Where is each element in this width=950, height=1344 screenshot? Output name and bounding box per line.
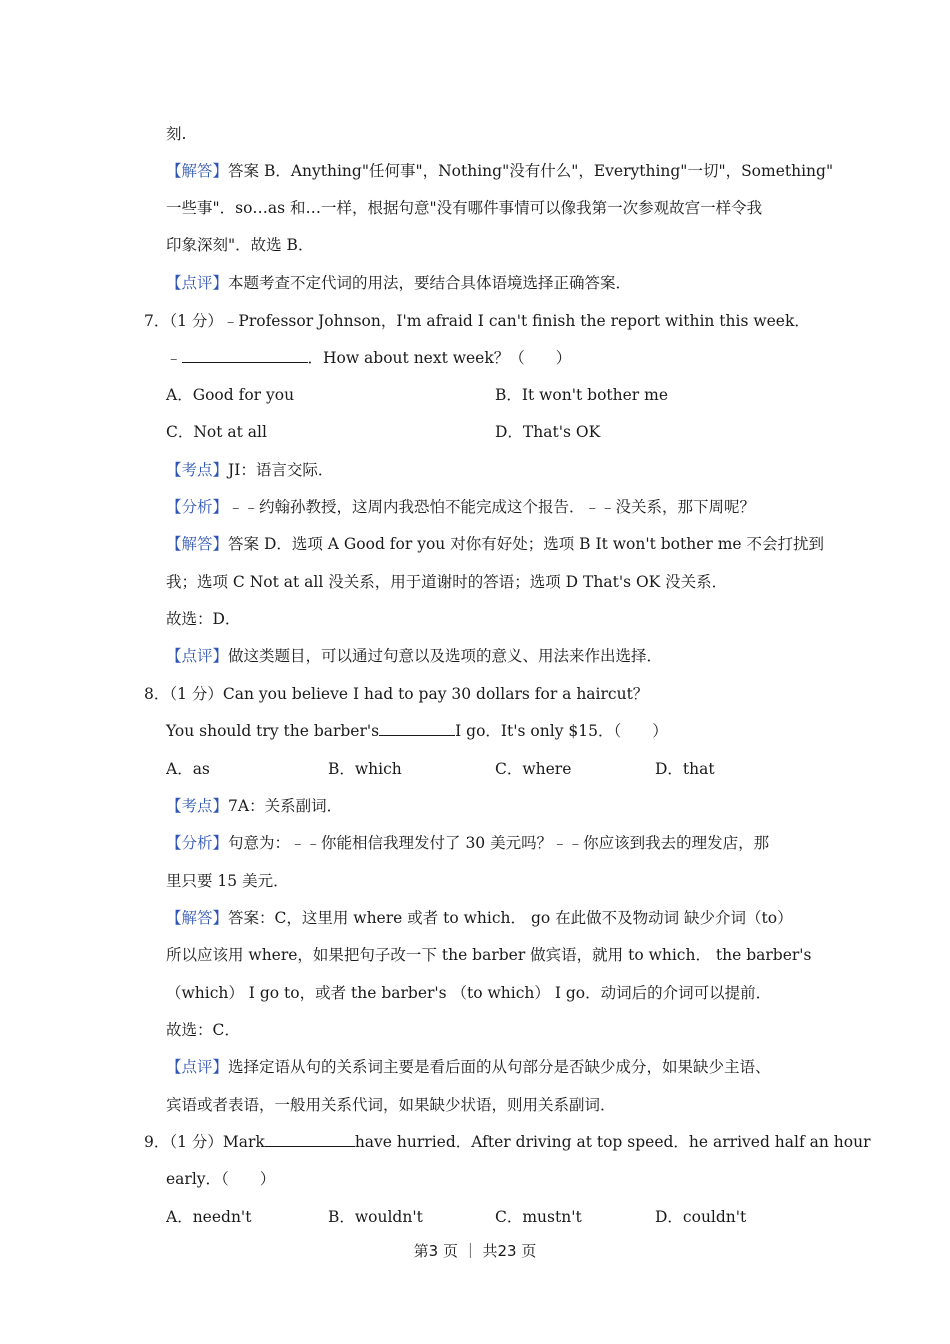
comment-tag: 【点评】 [166, 274, 229, 292]
answer-blank [182, 347, 308, 363]
answer-line: 所以应该用 where，如果把句子改一下 the barber 做宾语，就用 to which． the barber's [166, 946, 812, 964]
question-9-line2: early．（ ） [166, 1170, 276, 1188]
option-b: B．which [328, 760, 402, 778]
option-a: A．Good for you [166, 386, 295, 404]
choice-line: 故选：C． [166, 1021, 240, 1039]
comment-line: 【点评】做这类题目，可以通过句意以及选项的意义、用法来作出选择． [166, 647, 663, 665]
answer-line: 我；选项 C Not at all 没关系，用于道谢时的答语；选项 D That's OK 没关系． [166, 573, 728, 591]
kaodian-line: 【考点】7A：关系副词． [166, 797, 343, 815]
continuation-line: 刻. [166, 125, 187, 143]
option-c: C．mustn't [495, 1208, 582, 1226]
question-8-stem: 8．（1 分）Can you believe I had to pay 30 dollars for a haircut？ [144, 685, 649, 703]
comment-line: 【点评】本题考查不定代词的用法，要结合具体语境选择正确答案． [166, 274, 632, 292]
option-d: D．couldn't [655, 1208, 747, 1226]
kaodian-line: 【考点】JI：语言交际． [166, 461, 334, 479]
option-d: D．That's OK [495, 423, 601, 441]
option-b: B．wouldn't [328, 1208, 423, 1226]
comment-line: 【点评】选择定语从句的关系词主要是看后面的从句部分是否缺少成分，如果缺少主语、 [166, 1058, 771, 1076]
question-7-line2: ﹣ ．How about next week？（ ） [166, 349, 572, 367]
answer-line: 一些事"．so…as 和…一样，根据句意"没有哪件事情可以像我第一次参观故宫一样令我 [166, 199, 763, 217]
option-b: B．It won't bother me [495, 386, 669, 404]
question-8-line2: You should try the barber's I go．It's only $15．（ ） [166, 722, 668, 740]
option-a: A．needn't [166, 1208, 252, 1226]
answer-line: （which） I go to，或者 the barber's （to which） I go．动词后的介词可以提前． [166, 984, 772, 1002]
analysis-line: 里只要 15 美元． [166, 872, 289, 890]
answer-line: 印象深刻"．故选 B． [166, 236, 314, 254]
option-c: C．Not at all [166, 423, 267, 441]
choice-line: 故选：D． [166, 610, 241, 628]
analysis-line: 【分析】句意为：﹣﹣你能相信我理发付了 30 美元吗？﹣﹣你应该到我去的理发店，那 [166, 834, 770, 852]
answer-line: 【解答】答案：C，这里用 where 或者 to which． go 在此做不及物动词 缺少介词（to） [166, 909, 793, 927]
comment-line: 宾语或者表语，一般用关系代词，如果缺少状语，则用关系副词． [166, 1096, 616, 1114]
option-d: D．that [655, 760, 715, 778]
option-a: A．as [166, 760, 210, 778]
answer-tag: 【解答】 [166, 162, 229, 180]
answer-blank [379, 720, 455, 736]
answer-blank [265, 1131, 355, 1147]
answer-line: 【解答】答案 B．Anything"任何事"，Nothing"没有什么"，Everything"一切"，Something" [166, 162, 834, 180]
page-footer: 第3 页 ｜ 共23 页 [413, 1242, 537, 1260]
answer-line: 【解答】答案 D．选项 A Good for you 对你有好处；选项 B It won't bother me 不会打扰到 [166, 535, 825, 553]
question-9-stem: 9．（1 分）Mark have hurried．After driving at top speed．he arrived half an hour [144, 1133, 871, 1151]
analysis-line: 【分析】﹣﹣约翰孙教授，这周内我恐怕不能完成这个报告．﹣﹣没关系，那下周呢？ [166, 498, 756, 516]
question-7-stem: 7．（1 分）﹣Professor Johnson，I'm afraid I can't finish the report within this week． [144, 312, 810, 330]
option-c: C．where [495, 760, 572, 778]
